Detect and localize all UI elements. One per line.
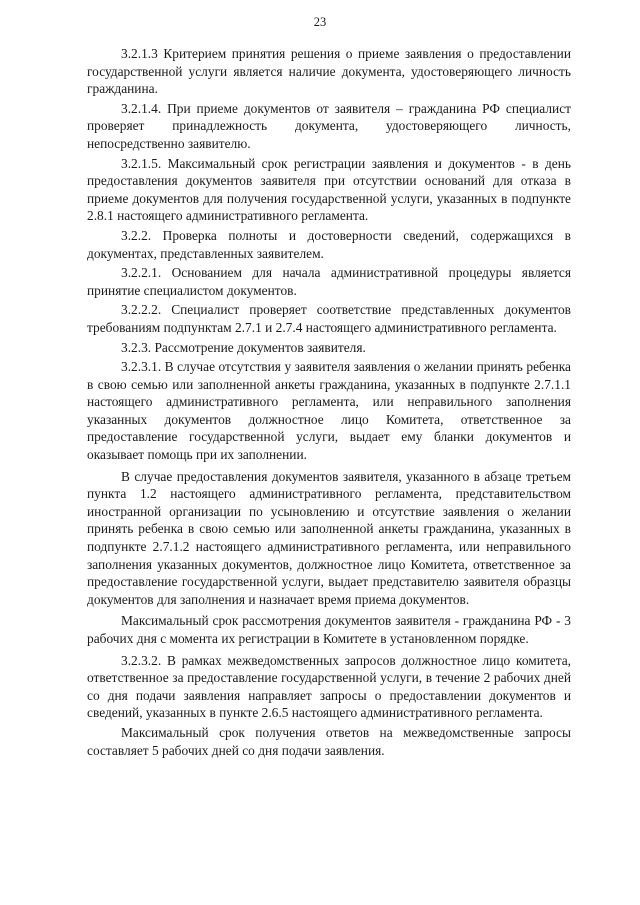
paragraph-3-2-3-2: 3.2.3.2. В рамках межведомственных запросов должностное лицо комитета, ответственное за предоставление государственной услуги, в течение 2 рабочих дней со дня подачи заявления направляет запросы о предоставлении документов и сведений, указанных в пункте 2.6.5 настоящего административного регламента. xyxy=(87,652,571,721)
page-number: 23 xyxy=(313,15,327,29)
paragraph-3-2-2: 3.2.2. Проверка полноты и достоверности сведений, содержащихся в документах, представленных заявителем. xyxy=(87,227,571,261)
paragraph-3-2-1-5: 3.2.1.5. Максимальный срок регистрации заявления и документов - в день предоставления документов заявителя при отсутствии оснований для отказа в приеме документов для получения государственной услуги, указанных в подпункте 2.8.1 настоящего административного регламента. xyxy=(87,155,571,224)
paragraph-3-2-1-3: 3.2.1.3 Критерием принятия решения о приеме заявления о предоставлении государственной услуги является наличие документа, удостоверяющего личность гражданина. xyxy=(87,46,571,97)
paragraph-3-2-2-1: 3.2.2.1. Основанием для начала административной процедуры является принятие специалистом документов. xyxy=(87,265,571,298)
paragraph-response-deadline: Максимальный срок получения ответов на межведомственные запросы составляет 5 рабочих дней со дня подачи заявления. xyxy=(87,724,571,758)
paragraph-foreign-organization: В случае предоставления документов заявителя, указанного в абзаце третьем пункта 1.2 настоящего административного регламента, представительством иностранной организации по усыновлению и отсутствие заявления о желании принять ребенка в свою семью или заполненной анкеты гражданина, указанных в подпункте 2.7.1.2 настоящего административного регламента, или неправильного заполнения указанных документов, должностное лицо Комитета, ответственное за предоставление государственной услуги, выдает представителю заявителя образцы документов для заполнения и назначает время приема документов. xyxy=(87,468,571,607)
paragraph-3-2-1-4: 3.2.1.4. При приеме документов от заявителя – гражданина РФ специалист проверяет принадлежность документа, удостоверяющего личность, непосредственно заявителю. xyxy=(87,100,571,151)
paragraph-3-2-2-2: 3.2.2.2. Специалист проверяет соответствие представленных документов требованиям подпунктам 2.7.1 и 2.7.4 настоящего административного регламента. xyxy=(87,302,571,335)
paragraph-3-2-3: 3.2.3. Рассмотрение документов заявителя. xyxy=(121,339,366,355)
paragraph-review-deadline: Максимальный срок рассмотрения документов заявителя - гражданина РФ - 3 рабочих дня с момента их регистрации в Комитете в установленном порядке. xyxy=(87,613,571,646)
paragraph-3-2-3-1: 3.2.3.1. В случае отсутствия у заявителя заявления о желании принять ребенка в свою семью или заполненной анкеты гражданина, указанных в подпункте 2.7.1.1 настоящего административного регламента, или неправильного заполнения указанных документов должностное лицо Комитета, ответственное за предоставление государственной услуги, выдает ему бланки документов и оказывает помощь при их заполнении. xyxy=(87,359,571,463)
document-body xyxy=(87,45,571,759)
